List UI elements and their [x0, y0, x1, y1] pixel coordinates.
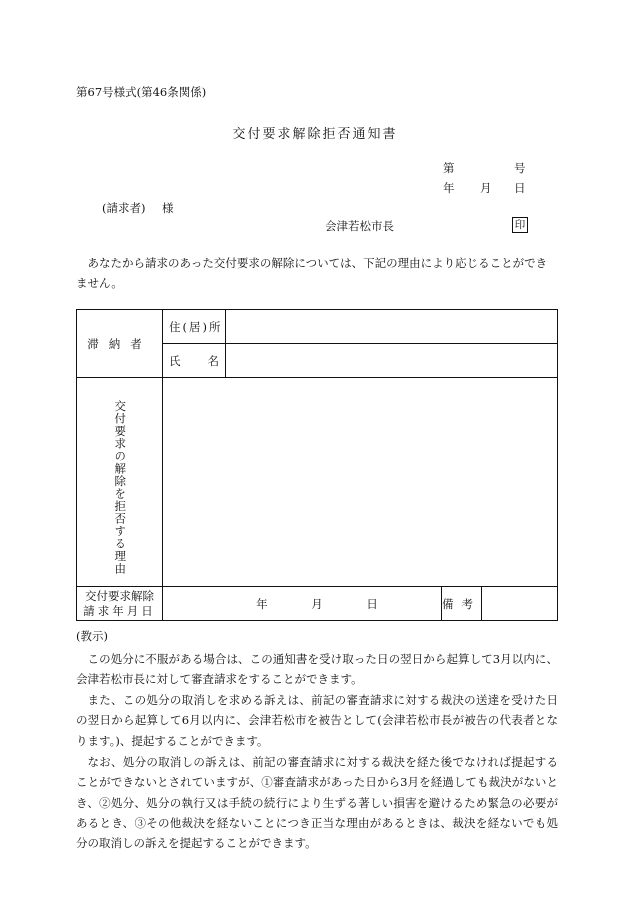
notice-heading: (教示) — [76, 629, 108, 643]
reason-field[interactable] — [163, 378, 558, 587]
remarks-label: 備考 — [442, 587, 482, 621]
remarks-field[interactable] — [482, 587, 558, 621]
document-title: 交付要求解除拒否通知書 — [232, 127, 398, 142]
form-number: 第67号様式(第46条関係) — [76, 85, 207, 99]
issue-month: 月 — [480, 181, 492, 195]
reason-label: 交付要求の解除を拒否する理由 — [113, 400, 128, 575]
issue-year: 年 — [443, 181, 455, 195]
issuer-name: 会津若松市長 — [325, 219, 394, 233]
issue-day: 日 — [514, 181, 526, 195]
notice-paragraph-2: また、この処分の取消しを求める訴えは、前記の審査請求に対する裁決の送達を受けた日の翌日から起算して6月以内に、会津若松市を被告として(会津若松市長が被告の代表者となります。)、提起することができます。 — [76, 693, 558, 748]
honorific: 様 — [162, 201, 174, 215]
address-label: 住(居)所 — [163, 310, 226, 344]
request-date-month: 月 — [311, 596, 323, 611]
number-prefix: 第 — [443, 161, 455, 175]
name-field[interactable] — [226, 344, 558, 378]
request-date-label-cell — [77, 587, 163, 621]
request-date-field[interactable] — [163, 587, 442, 621]
notice-paragraph-1: この処分に不服がある場合は、この通知書を受け取った日の翌日から起算して3月以内に、会津若松市長に対して審査請求をすることができます。 — [76, 652, 558, 687]
request-date-year: 年 — [256, 596, 268, 611]
name-label-1: 氏 — [169, 353, 181, 368]
delinquent-label: 滞納者 — [87, 336, 152, 351]
notice-paragraph-3: なお、処分の取消しの訴えは、前記の審査請求に対する裁決を経た後でなければ提起することができないとされていますが、①審査請求があった日から3月を経過しても裁決がないとき、②処分、処分の執行又は手続の続行により生ずる著しい損害を避けるため緊急の必要があるとき、③その他裁決を経ないことにつき正当な理由があるときは、裁決を経ないでも処分の取消しの訴えを提起することができます。 — [76, 755, 558, 851]
name-label-cell — [163, 344, 226, 378]
name-label-2: 名 — [207, 353, 219, 368]
reason-label-cell — [77, 378, 163, 587]
request-date-label-1: 交付要求解除 — [85, 588, 154, 603]
intro-paragraph: あなたから請求のあった交付要求の解除については、下記の理由により応じることができません。 — [76, 256, 548, 290]
request-date-label-2: 請求年月日 — [83, 603, 156, 618]
request-date-day: 日 — [366, 596, 378, 611]
number-suffix: 号 — [514, 161, 526, 175]
requester-label: (請求者) — [102, 201, 146, 215]
address-field[interactable] — [226, 310, 558, 344]
notice-form-table — [76, 309, 558, 621]
delinquent-label-cell — [77, 310, 163, 378]
seal-mark: 印 — [512, 217, 528, 233]
